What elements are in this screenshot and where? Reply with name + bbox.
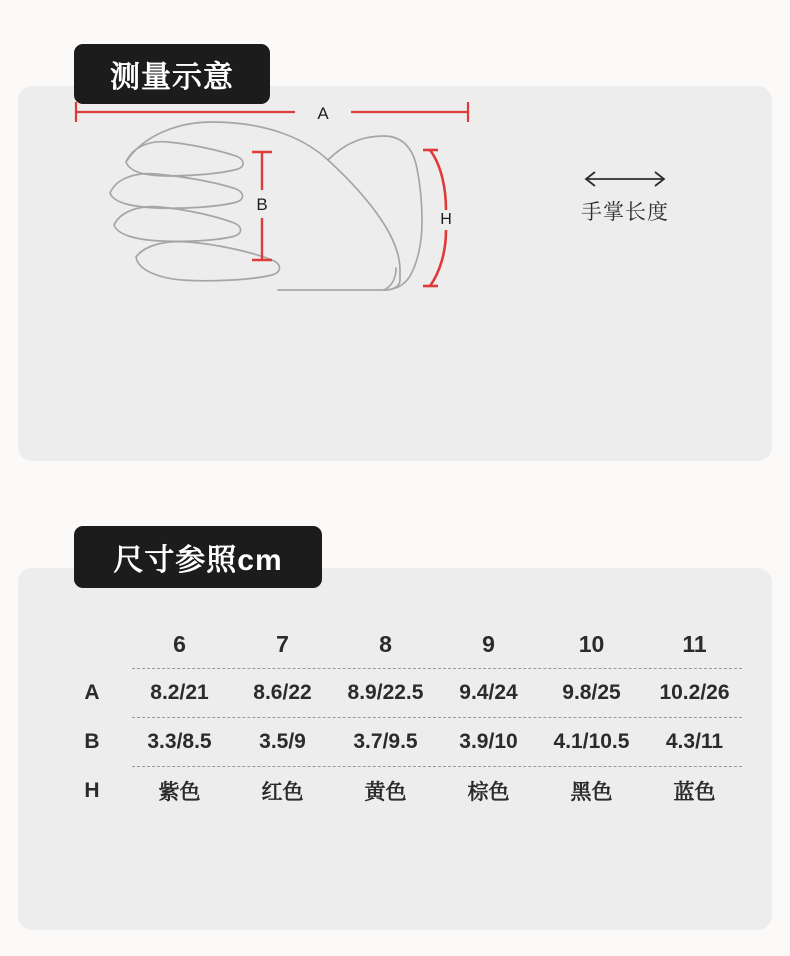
left-right-arrow-icon [579, 168, 671, 190]
table-cell: 9.4/24 [459, 681, 518, 704]
table-cell: 紫色 [158, 781, 201, 804]
table-cell: 8.9/22.5 [347, 681, 424, 704]
table-cell: 3.7/9.5 [353, 730, 418, 753]
column-header-size: 10 [578, 630, 605, 657]
table-row [56, 767, 746, 815]
table-cell: 红色 [261, 781, 304, 804]
column-header-size: 11 [682, 630, 707, 657]
measurement-section-badge: 测量示意 [74, 44, 270, 104]
size-table-panel [18, 568, 772, 930]
hand-measurement-figure [40, 90, 500, 320]
column-header-size: 6 [173, 630, 186, 657]
table-cell: 黑色 [570, 781, 613, 804]
column-header-size: 7 [276, 630, 289, 657]
table-cell: 黄色 [364, 781, 407, 804]
table-row [56, 669, 746, 717]
table-cell: 3.9/10 [459, 730, 518, 753]
row-label-b: B [84, 730, 100, 753]
table-cell: 蓝色 [673, 781, 716, 804]
table-corner-cell [56, 620, 128, 668]
palm-length-note [540, 168, 710, 226]
table-cell: 4.3/11 [665, 730, 724, 753]
table-cell: 棕色 [467, 781, 510, 804]
table-cell: 4.1/10.5 [553, 730, 630, 753]
size-table-wrap [56, 620, 746, 815]
row-label-a: A [84, 681, 100, 704]
table-cell: 10.2/26 [659, 681, 730, 704]
hand-diagram-svg [40, 90, 500, 320]
size-reference-table [56, 620, 746, 815]
table-header-row [56, 620, 746, 668]
table-cell: 9.8/25 [562, 681, 621, 704]
row-label-h: H [84, 779, 100, 802]
table-cell: 8.6/22 [253, 681, 312, 704]
table-cell: 8.2/21 [150, 681, 209, 704]
column-header-size: 8 [379, 630, 392, 657]
size-section-badge: 尺寸参照cm [74, 526, 322, 588]
table-cell: 3.3/8.5 [147, 730, 212, 753]
dimension-line-a [76, 102, 468, 122]
palm-length-label: 手掌长度 [581, 201, 669, 224]
table-row [56, 718, 746, 766]
label-h: H [440, 211, 452, 228]
label-b: B [256, 195, 268, 214]
column-header-size: 9 [482, 630, 495, 657]
label-a: A [317, 104, 329, 123]
table-cell: 3.5/9 [259, 730, 306, 753]
